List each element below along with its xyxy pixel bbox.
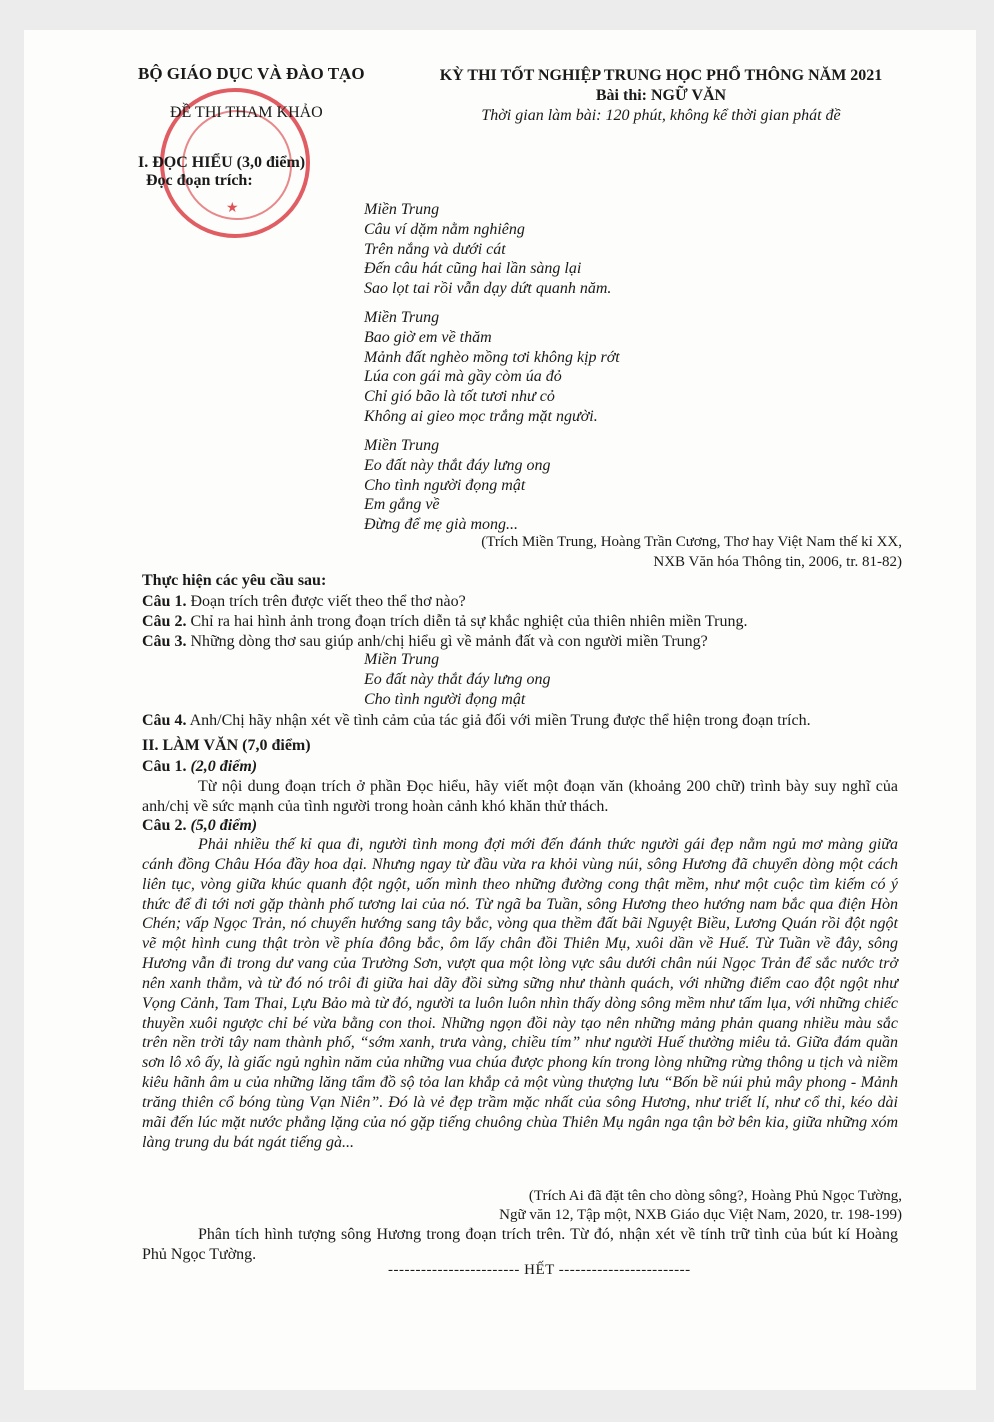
question-label: Câu 1.	[142, 758, 187, 775]
seal-star-icon: ★	[226, 201, 239, 216]
exam-subject: Bài thi: NGỮ VĂN	[595, 87, 727, 104]
essay-question-1-header	[142, 757, 257, 777]
essay-question-2-header	[142, 816, 257, 836]
poem-stanza-2	[364, 308, 620, 427]
poem-line: Eo đất này thắt đáy lưng ong	[364, 456, 551, 474]
poem-citation-line-1: (Trích Miền Trung, Hoàng Trần Cương, Thơ hay Việt Nam thế kỉ XX,	[481, 534, 902, 550]
poem-line: Miền Trung	[364, 437, 440, 454]
exam-header	[416, 66, 906, 126]
poem-stanza-3	[364, 436, 550, 535]
question-text: Đoạn trích trên được viết theo thể thơ nào?	[186, 593, 466, 610]
poem-line: Cho tình người đọng mật	[364, 476, 526, 494]
essay-question-1-text: Từ nội dung đoạn trích ở phần Đọc hiểu, hãy viết một đoạn văn (khoảng 200 chữ) trình bày suy nghĩ của anh/chị về sức mạnh của tình người trong hoàn cảnh khó khăn thử thách.	[142, 778, 898, 815]
essay-passage: Phải nhiều thế kỉ qua đi, người tình mong đợi mới đến đánh thức người gái đẹp nằm ngủ mơ màng giữa cánh đồng Châu Hóa đầy hoa dại. Nhưng ngay từ đầu vừa ra khỏi vùng núi, sông Hương đã chuyển dòng một cách liên tục, vòng giữa khúc quanh đột ngột, uốn mình theo những đường cong thật mềm, như một cuộc tìm kiếm có ý thức để đi tới nơi gặp thành phố tương lai của nó. Từ ngã ba Tuần, sông Hương theo hướng nam bắc qua điện Hòn Chén; vấp Ngọc Trản, nó chuyển hướng sang tây bắc, vòng qua thềm đất bãi Nguyệt Biều, Lương Quán rồi đột ngột vẽ một hình cung thật tròn về phía đông bắc, ôm lấy chân đồi Thiên Mụ, xuôi dần về Huế. Từ Tuần về đây, sông Hương vẫn đi trong dư vang của Trường Sơn, vượt qua một lòng vực sâu dưới chân núi Ngọc Trản để sắc nước trở nên xanh thẳm, và từ đó nó trôi đi giữa hai dãy đồi sừng sững như thành quách, với những điểm cao đột ngột như Vọng Cảnh, Tam Thai, Lựu Bảo mà từ đó, người ta luôn luôn nhìn thấy dòng sông mềm như tấm lụa, với những chiếc thuyền xuôi ngược chỉ bé vừa bằng con thoi. Những ngọn đồi này tạo nên những mảng phản quang nhiều màu sắc trên nền trời tây nam thành phố, “sớm xanh, trưa vàng, chiều tím” như người Huế thường miêu tả. Giữa đám quần sơn lô xô ấy, là giấc ngủ nghìn năm của những vua chúa được phong kín trong lòng những rừng thông u tịch và niềm kiêu hãnh âm u của những lăng tẩm đồ sộ tỏa lan khắp cả một vùng thượng lưu “Bốn bề núi phủ mây phong - Mảnh trăng thiên cổ bóng tùng Vạn Niên”. Đó là vẻ đẹp trầm mặc nhất của sông Hương, như triết lí, như cổ thi, kéo dài mãi đến lúc mặt nước phẳng lặng của nó gặp tiếng chuông chùa Thiên Mụ ngân nga tận bờ bên kia, giữa những xóm làng trung du bát ngát tiếng gà...	[142, 836, 898, 1151]
question-text: Anh/Chị hãy nhận xét về tình cảm của tác giả đối với miền Trung được thể hiện trong đoạn trích.	[186, 712, 811, 729]
poem-line: Miền Trung	[364, 201, 440, 218]
passage-citation-line-1: (Trích Ai đã đặt tên cho dòng sông?, Hoàng Phủ Ngọc Tường,	[528, 1188, 902, 1204]
poem-line: Không ai gieo mọc trắng mặt người.	[364, 407, 598, 425]
poem-line: Đến câu hát cũng hai lần sàng lại	[364, 260, 582, 278]
question-3-quote	[364, 650, 550, 709]
exam-type: ĐỀ THI THAM KHẢO	[170, 104, 323, 121]
question-label: Câu 1.	[142, 593, 187, 610]
poem-line: Chỉ gió bão là tốt tươi như cỏ	[364, 388, 555, 406]
question-points: (2,0 điểm)	[186, 758, 258, 775]
poem-line: Lúa con gái mà gầy còm úa đỏ	[364, 368, 562, 386]
poem-citation-line-2: NXB Văn hóa Thông tin, 2006, tr. 81-82)	[653, 554, 902, 570]
poem-line: Câu ví dặm nằm nghiêng	[364, 220, 525, 238]
question-text: Những dòng thơ sau giúp anh/chị hiểu gì về mảnh đất và con người miền Trung?	[186, 633, 708, 650]
poem-line: Sao lọt tai rồi vẫn dạy dứt quanh năm.	[364, 280, 612, 298]
poem-line: Cho tình người đọng mật	[364, 690, 526, 708]
question-label: Câu 3.	[142, 633, 187, 650]
passage-citation-line-2: Ngữ văn 12, Tập một, NXB Giáo dục Việt Nam, 2020, tr. 198-199)	[499, 1207, 902, 1223]
exam-title: KỲ THI TỐT NGHIỆP TRUNG HỌC PHỔ THÔNG NĂM 2021	[439, 67, 883, 84]
essay-question-2-task: Phân tích hình tượng sông Hương trong đoạn trích trên. Từ đó, nhận xét về tính trữ tình của bút kí Hoàng Phủ Ngọc Tường.	[142, 1226, 898, 1263]
question-4	[142, 711, 811, 731]
exam-page	[24, 30, 976, 1390]
exam-duration: Thời gian làm bài: 120 phút, không kể thời gian phát đề	[481, 107, 841, 124]
question-label: Câu 2.	[142, 817, 187, 834]
question-3	[142, 632, 708, 652]
ministry-name: BỘ GIÁO DỤC VÀ ĐÀO TẠO	[138, 64, 365, 83]
question-points: (5,0 điểm)	[186, 817, 258, 834]
poem-line: Eo đất này thắt đáy lưng ong	[364, 670, 551, 688]
question-2	[142, 612, 747, 632]
poem-line: Mảnh đất nghèo mồng tơi không kịp rớt	[364, 348, 620, 366]
poem-line: Bao giờ em về thăm	[364, 328, 492, 346]
poem-stanza-1	[364, 200, 611, 299]
question-label: Câu 2.	[142, 613, 187, 630]
poem-line: Miền Trung	[364, 309, 440, 326]
question-1	[142, 592, 466, 612]
part1-title: I. ĐỌC HIỂU (3,0 điểm)	[138, 154, 306, 171]
part2-title: II. LÀM VĂN (7,0 điểm)	[142, 737, 311, 754]
question-text: Chỉ ra hai hình ảnh trong đoạn trích diễn tả sự khắc nghiệt của thiên nhiên miền Trung.	[186, 613, 748, 630]
part1-instruction: Đọc đoạn trích:	[146, 172, 253, 189]
poem-line: Trên nắng và dưới cát	[364, 240, 506, 258]
poem-line: Đừng để mẹ già mong...	[364, 516, 519, 534]
poem-line: Em gắng về	[364, 496, 440, 514]
question-label: Câu 4.	[142, 712, 187, 729]
requirements-title: Thực hiện các yêu cầu sau:	[142, 572, 327, 589]
end-marker: ------------------------ HẾT ------------------------	[388, 1262, 691, 1278]
poem-line: Miền Trung	[364, 651, 440, 668]
